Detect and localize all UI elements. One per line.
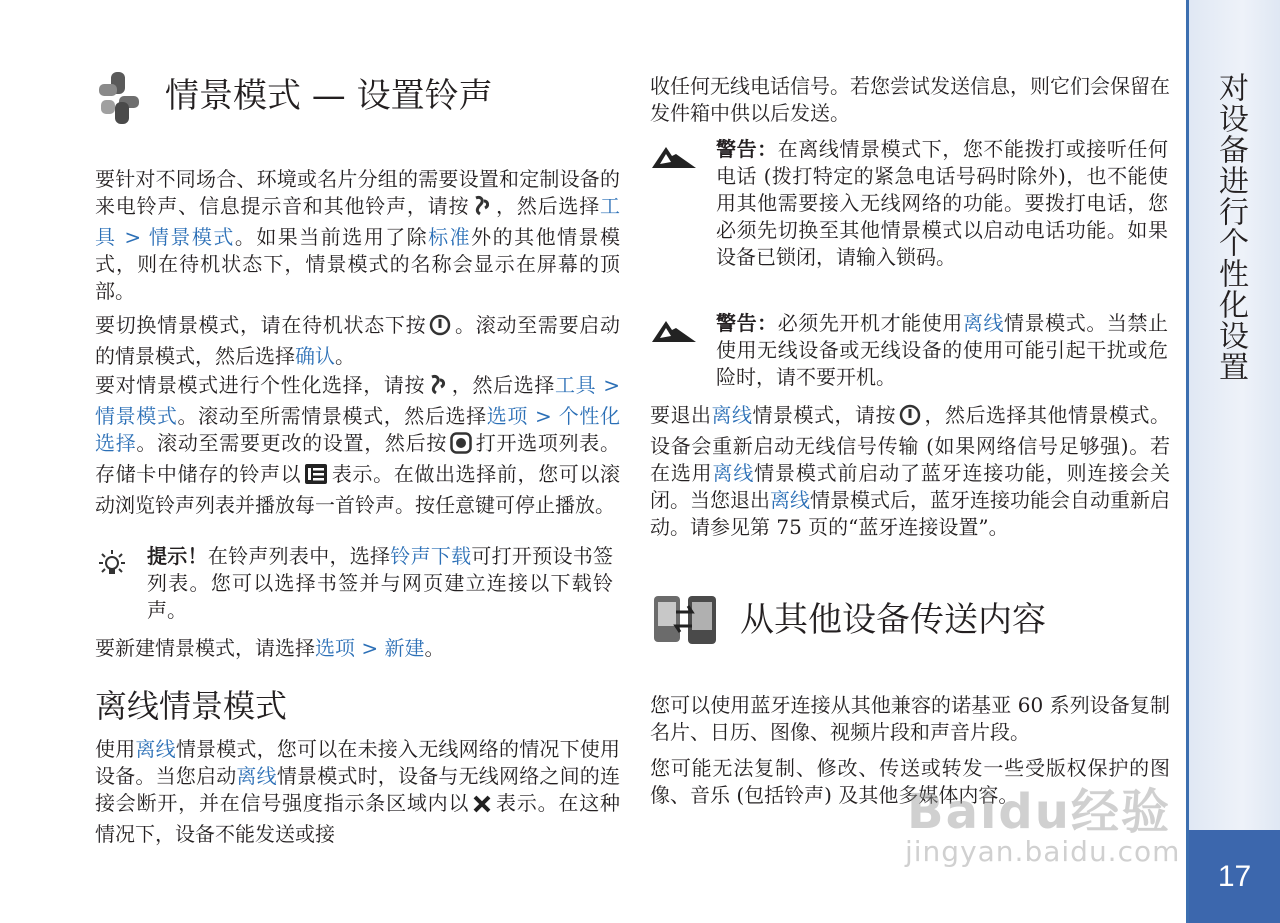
tip-label: 提示！ — [147, 544, 208, 568]
paragraph-offline: 使用离线情景模式，您可以在未接入无线网络的情况下使用设备。当您启动离线情景模式时，设备与无线网络之间的连接会断开，并在信号强度指示条区域内以 表示。在这种情况下，设备不能发送或接 — [95, 737, 621, 846]
paragraph-personalise: 要对情景模式进行个性化选择，请按 ，然后选择工具 > 情景模式。滚动至所需情景模式，然后选择选项 > 个性化选择。滚动至需要更改的设置，然后按 打开选项列表。存储卡中储存的铃声以 表示。在做出选择前，您可以滚动浏览铃声列表并播放每一首铃声。按任意键可停止播放。 — [95, 373, 621, 517]
sidebar-divider — [1186, 0, 1189, 923]
menu-key-icon — [472, 195, 492, 224]
power-key-icon — [899, 404, 921, 433]
profiles-icon — [97, 70, 143, 126]
watermark-url: jingyan.baidu.com — [905, 835, 1181, 868]
section-title-transfer: 从其他设备传送内容 — [740, 600, 1046, 640]
warning-note-1: 警告：在离线情景模式下，您不能拨打或接听任何电话 (拨打特定的紧急电话号码时除外)，也不能使用其他需要接入无线网络的功能。要拨打电话，您必须先切换至其他情景模式以启动电话功能。如果设备已锁闭，请输入锁码。 — [650, 136, 1170, 300]
link-profiles[interactable]: 情景模式 — [148, 225, 235, 249]
link-tools[interactable]: 工具 — [554, 373, 597, 397]
warning-icon — [650, 318, 698, 344]
page-number: 17 — [1189, 830, 1280, 923]
link-new[interactable]: 新建 — [384, 636, 425, 660]
link-offline[interactable]: 离线 — [135, 737, 176, 761]
paragraph-transfer: 您可以使用蓝牙连接从其他兼容的诺基亚 60 系列设备复制名片、日历、图像、视频片段和声音片段。 — [650, 693, 1170, 744]
warning-icon — [650, 144, 698, 170]
link-profiles[interactable]: 情景模式 — [95, 404, 178, 428]
warning-label: 警告： — [716, 311, 778, 335]
link-tone-downloads[interactable]: 铃声下载 — [390, 544, 472, 568]
close-icon — [472, 794, 492, 821]
link-standard[interactable]: 标准 — [428, 225, 472, 249]
link-confirm[interactable]: 确认 — [295, 344, 335, 368]
memory-card-icon — [304, 463, 328, 492]
link-offline[interactable]: 离线 — [236, 764, 277, 788]
page-title: 情景模式 — 设置铃声 — [165, 76, 493, 116]
paragraph-exit-offline: 要退出离线情景模式，请按 ，然后选择其他情景模式。设备会重新启动无线信号传输 (如果网络信号足够强)。若在选用离线情景模式前启动了蓝牙连接功能，则连接会关闭。当您退出离线情景模式后，蓝牙连接功能会自动重新启动。请参见第 75 页的“蓝牙连接设置”。 — [650, 403, 1171, 539]
link-offline[interactable]: 离线 — [711, 403, 753, 427]
link-offline[interactable]: 离线 — [962, 311, 1005, 335]
scroll-key-icon — [450, 432, 472, 461]
power-key-icon — [429, 314, 451, 343]
chapter-title: 对设备进行个性化设置 — [1213, 72, 1248, 382]
warning-label: 警告： — [716, 137, 778, 161]
link-offline[interactable]: 离线 — [770, 488, 810, 512]
transfer-icon — [652, 592, 718, 648]
tip-icon — [95, 549, 129, 579]
link-options[interactable]: 选项 — [486, 404, 529, 428]
paragraph-switch-profile: 要切换情景模式，请在待机状态下按 。滚动至需要启动的情景模式，然后选择确认。 — [95, 313, 621, 368]
menu-key-icon — [428, 374, 448, 403]
link-offline[interactable]: 离线 — [712, 461, 755, 485]
subheading-offline-profile: 离线情景模式 — [95, 687, 288, 725]
tip-note: 提示！在铃声列表中，选择铃声下载可打开预设书签列表。您可以选择书签并与网页建立连接以下载铃声。 — [95, 543, 620, 633]
link-options[interactable]: 选项 — [315, 636, 355, 660]
paragraph-copyright: 您可能无法复制、修改、传送或转发一些受版权保护的图像、音乐 (包括铃声) 及其他多媒体内容。 — [650, 756, 1170, 807]
warning-note-2: 警告：必须先开机才能使用离线情景模式。当禁止使用无线设备或无线设备的使用可能引起干扰或危险时，请不要开机。 — [650, 310, 1170, 392]
paragraph-intro: 要针对不同场合、环境或名片分组的需要设置和定制设备的来电铃声、信息提示音和其他铃声，请按 ，然后选择工具 > 情景模式。如果当前选用了除标准外的其他情景模式，则在待机状态下，情景模式的名称会显示在屏幕的顶部。 — [95, 167, 621, 303]
paragraph-new-profile: 要新建情景模式，请选择选项 > 新建。 — [95, 636, 445, 660]
watermark-logo: Baidu经验 — [907, 784, 1171, 840]
paragraph-offline-cont: 收任何无线电话信号。若您尝试发送信息，则它们会保留在发件箱中供以后发送。 — [650, 74, 1170, 125]
link-personalise[interactable]: 个性化选择 — [95, 404, 621, 455]
link-tools[interactable]: 工具 — [95, 194, 621, 249]
